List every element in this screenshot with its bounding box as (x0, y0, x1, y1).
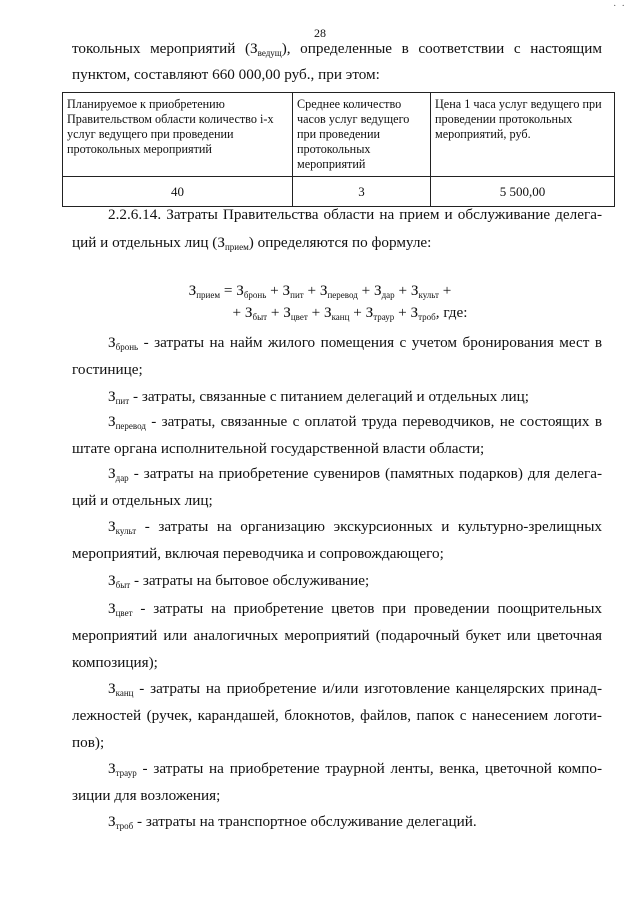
definition-text: - затраты на организацию экскурсионных и культурно-зрелищных (144, 518, 603, 535)
definition-subscript: троб (115, 821, 134, 831)
definition-line (72, 787, 602, 805)
definition-symbol: З (108, 334, 116, 351)
definition-symbol: З (108, 518, 116, 535)
definition-line (108, 680, 602, 698)
formula-term: + З (303, 282, 328, 299)
definition-subscript: бронь (115, 342, 139, 352)
definition-subscript: культ (115, 526, 137, 536)
table-cell: 3 (293, 177, 431, 207)
definition-symbol: З (108, 813, 116, 830)
definition-line (108, 813, 602, 831)
definition-line (72, 361, 602, 379)
definition-line (72, 654, 602, 672)
formula-subscript: дар (381, 290, 395, 300)
intro-line-1: токольных мероприятий $(З_{ведущ})$, определенные в соответствии с настоящим (72, 40, 602, 58)
definition-symbol: З (108, 600, 116, 617)
formula-subscript: канц (331, 312, 350, 322)
definition-symbol: З (108, 760, 116, 777)
formula-term: + З (267, 304, 291, 321)
definition-text: мероприятий или аналогичных мероприятий (подарочный букет или цветочная (72, 627, 602, 644)
definition-text: - затраты на найм жилого помещения с учетом бронирования мест в (143, 334, 603, 351)
table-header-cell: Среднее количество часов услуг ведущего при проведении протокольных мероприятий (293, 93, 431, 177)
definition-symbol: З (108, 388, 116, 405)
definition-text: зиции для возложения; (72, 787, 221, 804)
definition-text: - затраты на приобретение траурной ленты, венка, цветочной компо- (142, 760, 602, 777)
definition-line (108, 600, 602, 618)
definition-text: - затраты, связанные с оплатой труда переводчиков, не состоящих в (151, 413, 603, 430)
formula-term: = З (220, 282, 244, 299)
table-header-row (63, 93, 615, 177)
formula-subscript: цвет (290, 312, 308, 322)
formula-term: + З (307, 304, 332, 321)
definition-line (108, 388, 602, 406)
formula-subscript: траур (373, 312, 395, 322)
formula-term: , где: (435, 304, 468, 321)
definition-text: гостинице; (72, 361, 143, 378)
formula-term: + З (394, 304, 419, 321)
definition-subscript: быт (115, 580, 131, 590)
definition-subscript: канц (115, 688, 134, 698)
table-header-cell: Цена 1 часа услуг ведущего при проведении протокольных мероприятий, руб. (431, 93, 615, 177)
definition-line (72, 627, 602, 645)
definition-line (108, 518, 602, 536)
definition-text: лежностей (ручек, карандашей, блокнотов, файлов, папок с нанесением логоти- (72, 707, 602, 724)
definition-subscript: перевод (115, 421, 146, 431)
intro-line-2: пунктом, составляют 660 000,00 руб., при этом: (72, 66, 380, 83)
definition-text: мероприятий, включая переводчика и сопровождающего; (72, 545, 444, 562)
formula-term: + З (394, 282, 419, 299)
definition-text: - затраты, связанные с питанием делегаций и отдельных лиц; (132, 388, 530, 405)
definition-line (72, 440, 602, 458)
formula-term: + З (349, 304, 374, 321)
definition-subscript: цвет (115, 608, 133, 618)
definition-symbol: З (108, 413, 116, 430)
definition-text: композиция); (72, 654, 158, 671)
definition-subscript: дар (115, 473, 129, 483)
definition-text: - затраты на приобретение цветов при проведении поощрительных (140, 600, 602, 617)
definition-line (72, 545, 602, 563)
table-row (63, 177, 615, 207)
table-cell: 40 (63, 177, 293, 207)
formula-subscript: культ (418, 290, 439, 300)
definition-text: ций и отдельных лиц; (72, 492, 213, 509)
formula-line-2 (30, 304, 640, 322)
formula-subscript: быт (252, 312, 268, 322)
definition-line (72, 492, 602, 510)
formula-term: З (188, 282, 197, 299)
definition-line (108, 413, 602, 431)
formula-term: + З (266, 282, 291, 299)
section-line-2: ций и отдельных лиц $(З_{прием})$ определяются по формуле: (72, 234, 432, 252)
definition-symbol: З (108, 465, 116, 482)
formula-term: + З (357, 282, 382, 299)
formula-term: + (439, 282, 452, 299)
definition-text: - затраты на бытовое обслуживание; (133, 572, 370, 589)
corner-mark: · · (612, 0, 626, 12)
definition-symbol: З (108, 680, 116, 697)
definition-subscript: пит (115, 396, 130, 406)
definition-line (108, 334, 602, 352)
definition-text: - затраты на транспортное обслуживание делегаций. (137, 813, 477, 830)
definition-line (108, 760, 602, 778)
table-header-cell: Планируемое к приобретению Правительством области количество i-х услуг ведущего при проведении протокольных мероприятий (63, 93, 293, 177)
formula-subscript: троб (418, 312, 436, 322)
definition-text: - затраты на приобретение и/или изготовление канцелярских принад- (139, 680, 602, 697)
table-cell: 5 500,00 (431, 177, 615, 207)
definition-line (72, 707, 602, 725)
formula-line-1 (0, 282, 640, 300)
definition-symbol: З (108, 572, 116, 589)
page-number: 28 (314, 26, 326, 40)
definition-line (108, 572, 602, 590)
costs-table (62, 92, 615, 207)
definition-line (72, 734, 602, 752)
formula-term: + З (232, 304, 253, 321)
definition-line (108, 465, 602, 483)
definition-text: пов); (72, 734, 105, 751)
definition-text: - затраты на приобретение сувениров (памятных подарков) для делега- (133, 465, 603, 482)
formula-subscript: бронь (243, 290, 267, 300)
definition-text: штате органа исполнительной государственной власти области; (72, 440, 485, 457)
formula-subscript: прием (196, 290, 221, 300)
formula-subscript: перевод (327, 290, 358, 300)
definition-subscript: траур (115, 768, 137, 778)
section-heading: 2.2.6.14. Затраты Правительства области на прием и обслуживание делега- (108, 206, 602, 223)
formula-subscript: пит (290, 290, 304, 300)
